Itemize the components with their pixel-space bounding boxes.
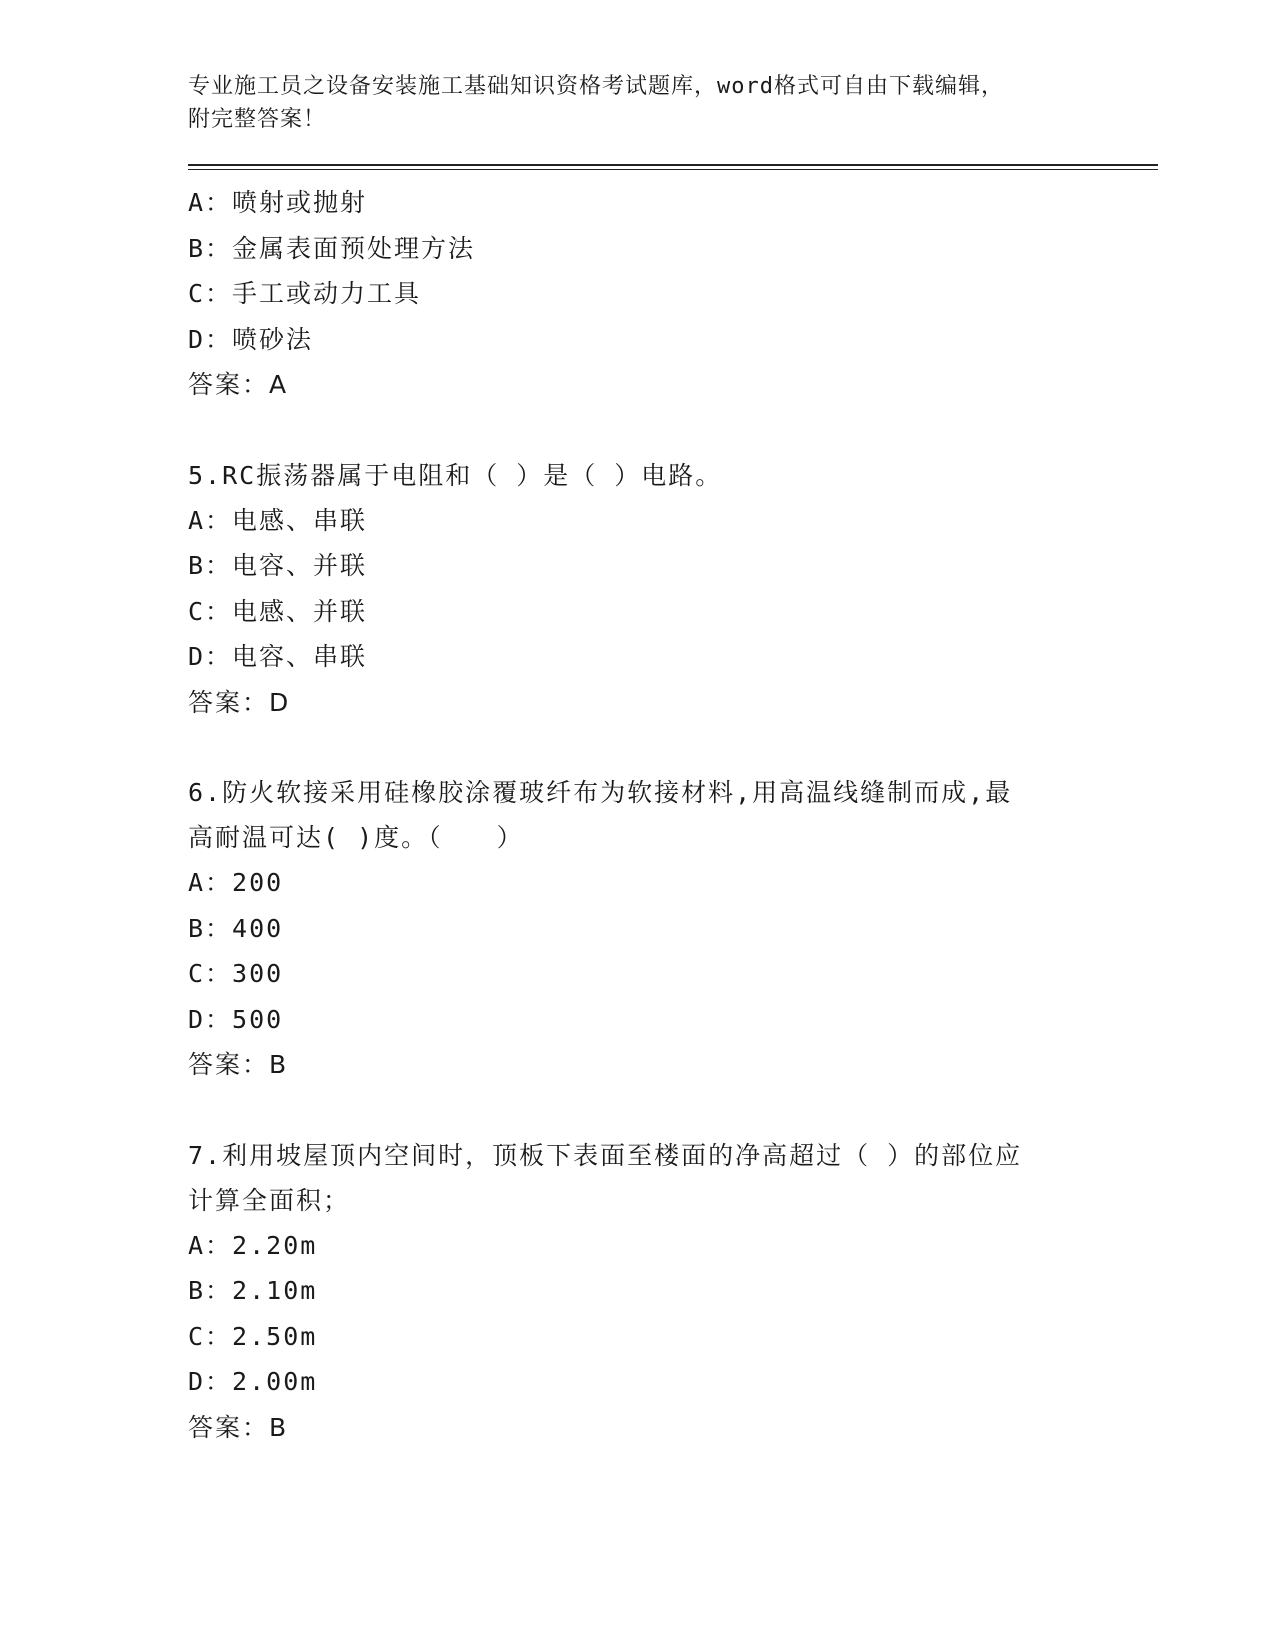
answer-line: 答案：A: [188, 370, 289, 399]
question-text-line-1: 7.利用坡屋顶内空间时，顶板下表面至楼面的净高超过（ ）的部位应: [188, 1140, 1023, 1170]
question-text: 5.RC振荡器属于电阻和（ ）是（ ）电路。: [188, 460, 723, 490]
option-a: A：2.20m: [188, 1230, 318, 1260]
option-a: A：200: [188, 868, 284, 897]
question-7-block: [188, 1133, 1158, 1451]
document-header-line-1: 专业施工员之设备安装施工基础知识资格考试题库，word格式可自由下载编辑，: [188, 74, 1004, 99]
option-a: A：电感、串联: [188, 505, 368, 535]
option-c: C：手工或动力工具: [188, 279, 422, 308]
question-text-line-2: 计算全面积；: [188, 1185, 351, 1215]
option-d: D：电容、串联: [188, 642, 368, 671]
option-b: B：金属表面预处理方法: [188, 233, 476, 263]
option-c: C：电感、并联: [188, 596, 368, 626]
answer-line: 答案：D: [188, 687, 291, 717]
answer-line: 答案：B: [188, 1050, 289, 1079]
option-b: B：2.10m: [188, 1276, 318, 1305]
divider-thin: [188, 169, 1158, 170]
document-header-line-2: 附完整答案！: [188, 107, 327, 132]
option-c: C：2.50m: [188, 1321, 318, 1351]
document-page: [188, 70, 1158, 1450]
question-text-line-2: 高耐温可达( )度。（ ）: [188, 823, 524, 852]
option-c: C：300: [188, 959, 284, 988]
option-d: D：500: [188, 1004, 284, 1034]
option-b: B：电容、并联: [188, 551, 368, 580]
option-d: D：喷砂法: [188, 324, 314, 354]
answer-line: 答案：B: [188, 1412, 289, 1442]
option-d: D：2.00m: [188, 1367, 318, 1396]
option-a: A：喷射或抛射: [188, 188, 368, 217]
divider-thick: [188, 164, 1158, 166]
question-4-block: [188, 180, 1158, 408]
question-5-block: [188, 453, 1158, 726]
option-b: B：400: [188, 913, 284, 943]
question-6-block: [188, 770, 1158, 1088]
header-divider: [188, 164, 1158, 170]
question-text-line-1: 6.防火软接采用硅橡胶涂覆玻纤布为软接材料,用高温线缝制而成,最: [188, 778, 1013, 807]
